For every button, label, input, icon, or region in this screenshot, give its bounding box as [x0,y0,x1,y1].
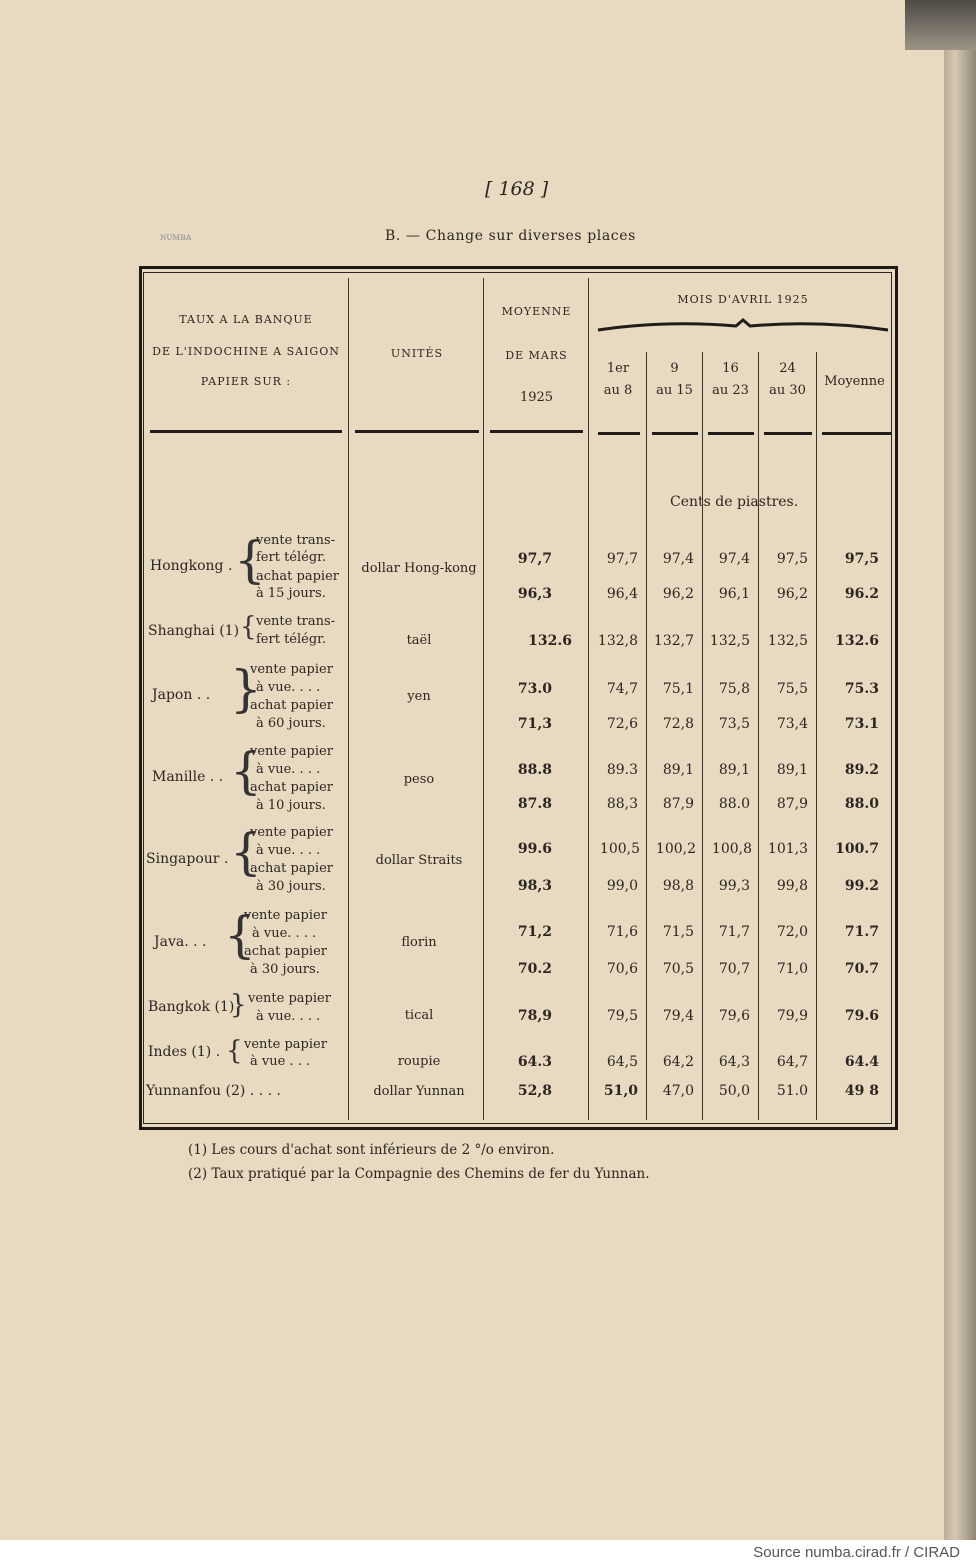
value-cell: 79,4 [662,1008,694,1024]
value-cell: 72,0 [776,924,808,940]
value-cell: 73,5 [718,716,750,732]
row-detail: à vue. . . . [256,680,321,695]
value-cell: 88.0 [718,796,750,812]
value-cell: 71,5 [662,924,694,940]
value-cell: 64,2 [662,1054,694,1070]
header-rule [598,432,640,435]
brace: { [240,612,257,642]
value-cell: 75,5 [776,681,808,697]
value-cell: 78,9 [517,1008,552,1024]
brace: { [234,531,266,589]
value-cell: 101,3 [767,841,808,857]
value-cell: 70,5 [662,961,694,977]
col-divider [483,278,484,1120]
value-cell: 70,6 [606,961,638,977]
value-cell: 75,8 [718,681,750,697]
row-place: Bangkok (1) [148,999,235,1015]
col3-header-line1: MOYENNE [501,305,572,318]
value-cell: 97,5 [776,551,808,567]
value-cell: 52,8 [517,1083,552,1099]
brace: { [230,742,262,800]
row-unit: dollar Straits [375,853,463,868]
value-cell: 132,5 [709,633,750,649]
row-place: Japon . . [152,687,211,703]
row-detail: achat papier [250,861,333,876]
value-cell: 132.6 [528,633,572,649]
header-rule [490,430,583,433]
sub2-header-b: au 15 [656,383,693,398]
value-cell: 97,5 [844,551,879,567]
sub1-header-b: au 8 [603,383,633,398]
row-place: Yunnanfou (2) . . . . [146,1083,281,1099]
value-cell: 99,3 [718,878,750,894]
value-cell: 96,3 [517,586,552,602]
header-rule [764,432,812,435]
value-cell: 99.6 [517,841,552,857]
row-detail: vente papier [244,908,327,923]
row-unit: taël [406,633,432,648]
value-cell: 79.6 [844,1008,879,1024]
value-cell: 49 8 [844,1083,879,1099]
row-unit: dollar Yunnan [373,1084,465,1099]
value-cell: 96,2 [776,586,808,602]
row-unit: dollar Hong-kong [361,561,477,576]
value-cell: 71,6 [606,924,638,940]
row-detail: fert télégr. [256,632,327,647]
row-detail: à 60 jours. [256,716,326,731]
value-cell: 75.3 [844,681,879,697]
value-cell: 71,2 [517,924,552,940]
footnote-1: (1) Les cours d'achat sont inférieurs de 2 °/o environ. [188,1142,555,1158]
value-cell: 72,6 [606,716,638,732]
sub1-header-a: 1er [606,361,630,376]
header-rule [708,432,754,435]
value-cell: 70,7 [718,961,750,977]
col-divider [348,278,349,1120]
header-rule [355,430,479,433]
value-cell: 64,7 [776,1054,808,1070]
value-cell: 88.0 [844,796,879,812]
brace: { [230,823,262,881]
row-unit: roupie [397,1054,441,1069]
row-detail: à 30 jours. [250,962,320,977]
row-detail: à 30 jours. [256,879,326,894]
page-edge [944,0,976,1540]
brace: { [226,1036,243,1066]
month-group-header: MOIS D'AVRIL 1925 [677,293,809,306]
value-cell: 89.3 [606,762,638,778]
value-cell: 96,4 [606,586,638,602]
value-cell: 100,8 [711,841,752,857]
value-cell: 96,1 [718,586,750,602]
row-detail: à vue . . . [250,1054,311,1069]
value-cell: 79,5 [606,1008,638,1024]
value-cell: 99.2 [844,878,879,894]
row-detail: vente trans- [256,614,336,629]
value-cell: 100,2 [655,841,696,857]
col3-header-line3: 1925 [519,390,554,405]
row-detail: à 15 jours. [256,586,326,601]
page-number: [ 168 ] [485,178,549,200]
value-cell: 97,7 [517,551,552,567]
value-cell: 64,5 [606,1054,638,1070]
value-cell: 74,7 [606,681,638,697]
row-place: Manille . . [152,769,224,785]
row-detail: vente papier [250,744,333,759]
brace: { [224,906,256,964]
col-divider [816,352,817,1120]
row-detail: vente papier [248,991,331,1006]
row-detail: à 10 jours. [256,798,326,813]
row-unit: peso [403,772,435,787]
value-cell: 89,1 [662,762,694,778]
row-detail: achat papier [250,780,333,795]
row-place: Hongkong . [150,558,233,574]
value-cell: 71.7 [844,924,879,940]
value-cell: 100,5 [599,841,640,857]
source-credit: Source numba.cirad.fr / CIRAD [753,1544,960,1561]
value-cell: 75,1 [662,681,694,697]
library-stamp: ɴᴜᴍʙᴀ [160,232,192,243]
footnote-2: (2) Taux pratiqué par la Compagnie des Chemins de fer du Yunnan. [188,1166,650,1182]
row-detail: à vue. . . . [256,1009,321,1024]
value-cell: 97,4 [662,551,694,567]
sub5-header: Moyenne [824,374,885,389]
row-detail: achat papier [256,569,339,584]
value-cell: 64.3 [517,1054,552,1070]
value-cell: 47,0 [662,1083,694,1099]
sub3-header-b: au 23 [712,383,749,398]
value-cell: 70.2 [517,961,552,977]
value-cell: 51.0 [776,1083,808,1099]
row-place: Shanghai (1) [148,623,240,639]
row-unit: yen [407,689,431,704]
col1-header-line3: PAPIER SUR : [200,375,292,388]
value-cell: 96,2 [662,586,694,602]
col-divider [588,278,589,1120]
sub2-header-a: 9 [670,361,679,376]
sub4-header-a: 24 [779,361,796,376]
row-detail: achat papier [244,944,327,959]
row-detail: vente trans- [256,533,336,548]
header-rule [822,432,892,435]
value-cell: 98,3 [517,878,552,894]
value-cell: 97,7 [606,551,638,567]
value-cell: 64.4 [844,1054,879,1070]
value-cell: 99,0 [606,878,638,894]
value-cell: 87,9 [662,796,694,812]
value-cell: 89.2 [844,762,879,778]
brace: } [230,990,247,1020]
row-place: Indes (1) . [148,1044,221,1060]
value-cell: 72,8 [662,716,694,732]
row-unit: tical [404,1008,434,1023]
sub4-header-b: au 30 [769,383,806,398]
value-cell: 132,7 [653,633,694,649]
header-rule [652,432,698,435]
row-detail: à vue. . . . [252,926,317,941]
value-cell: 96.2 [844,586,879,602]
value-cell: 71,7 [718,924,750,940]
value-cell: 87.8 [517,796,552,812]
value-cell: 132,5 [767,633,808,649]
sub3-header-a: 16 [722,361,739,376]
value-cell: 87,9 [776,796,808,812]
header-rule [150,430,342,433]
value-cell: 73.1 [844,716,879,732]
row-detail: fert télégr. [256,550,327,565]
value-cell: 99,8 [776,878,808,894]
units-note: Cents de piastres. [670,494,799,510]
row-detail: vente papier [250,662,333,677]
value-cell: 97,4 [718,551,750,567]
row-unit: florin [401,935,437,950]
col3-header-line2: DE MARS [505,349,568,362]
value-cell: 73,4 [776,716,808,732]
value-cell: 88,3 [606,796,638,812]
value-cell: 98,8 [662,878,694,894]
section-title: B. — Change sur diverses places [385,228,636,244]
value-cell: 88.8 [517,762,552,778]
col-divider [646,352,647,1120]
value-cell: 132,8 [597,633,638,649]
value-cell: 79,6 [718,1008,750,1024]
row-detail: vente papier [244,1037,327,1052]
row-place: Java. . . [154,934,207,950]
col1-header-line2: DE L'INDOCHINE A SAIGON [152,345,340,358]
row-detail: à vue. . . . [256,762,321,777]
brace: } [230,660,262,718]
col1-header-line1: TAUX A LA BANQUE [179,313,313,326]
value-cell: 79,9 [776,1008,808,1024]
row-detail: achat papier [250,698,333,713]
value-cell: 100.7 [835,841,879,857]
corner-shadow [905,0,976,50]
value-cell: 71,3 [517,716,552,732]
col-divider [702,352,703,1120]
value-cell: 89,1 [718,762,750,778]
col-divider [758,352,759,1120]
value-cell: 73.0 [517,681,552,697]
row-detail: vente papier [250,825,333,840]
value-cell: 71,0 [776,961,808,977]
value-cell: 132.6 [835,633,879,649]
value-cell: 64,3 [718,1054,750,1070]
value-cell: 50,0 [718,1083,750,1099]
col2-header: UNITÉS [390,347,444,360]
row-place: Singapour . [146,851,229,867]
value-cell: 89,1 [776,762,808,778]
row-detail: à vue. . . . [256,843,321,858]
value-cell: 51,0 [603,1083,638,1099]
header-brace [596,318,890,336]
value-cell: 70.7 [844,961,879,977]
